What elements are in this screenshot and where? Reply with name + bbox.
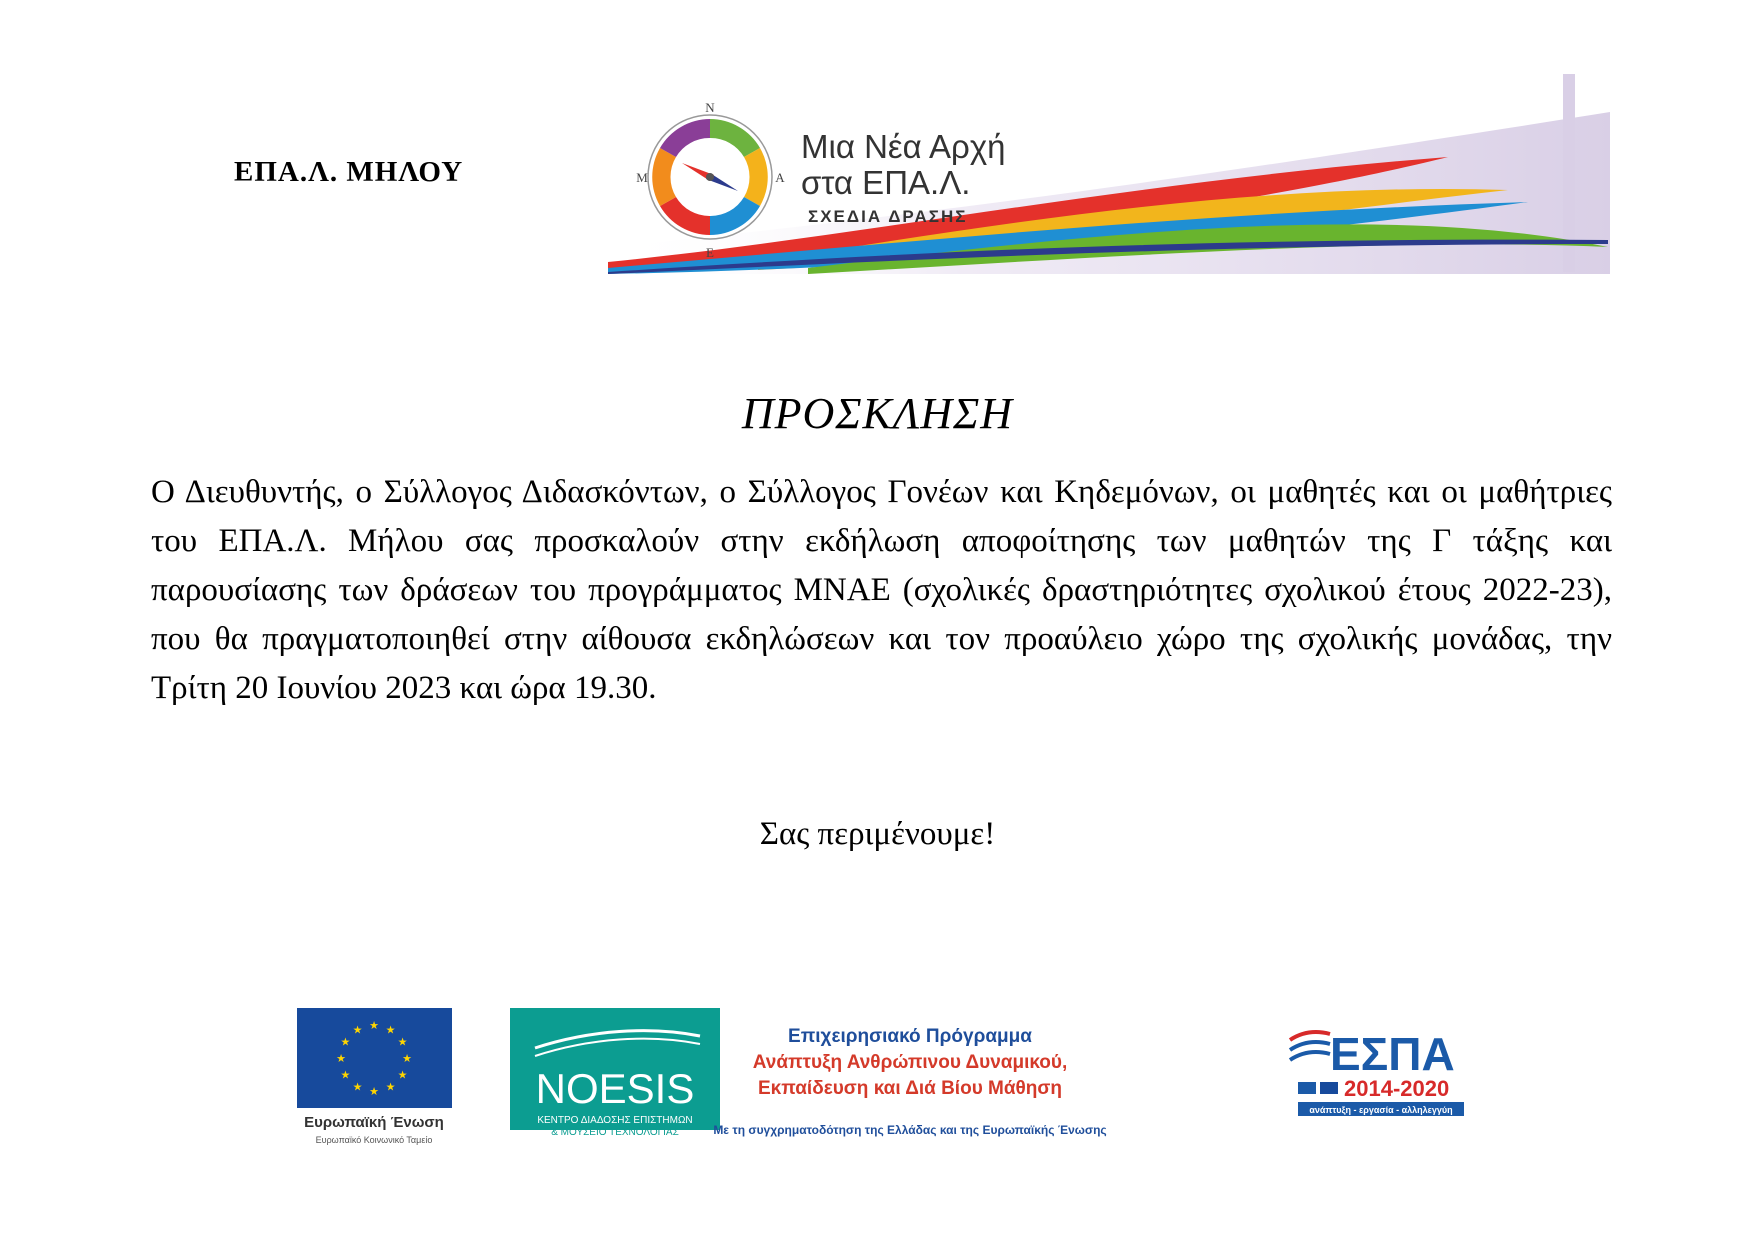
eu-star-icon: ★ [369, 1085, 379, 1098]
espa-logo [1290, 1028, 1464, 1116]
school-name: ΕΠΑ.Λ. ΜΗΛΟΥ [234, 156, 464, 188]
compass-letter-east: Α [775, 170, 785, 185]
eu-star-icon: ★ [352, 1023, 363, 1037]
invitation-title: ΠΡΟΣΚΛΗΣΗ [741, 389, 1014, 438]
espa-name: ΕΣΠΑ [1330, 1028, 1455, 1080]
sponsor-logos [290, 1000, 1520, 1170]
compass-icon [648, 115, 772, 239]
eu-star-icon: ★ [336, 1052, 346, 1065]
eu-star-icon: ★ [340, 1068, 351, 1082]
eu-star-icon: ★ [340, 1035, 351, 1049]
eu-logo [297, 1008, 452, 1145]
noesis-name: NOESIS [535, 1065, 695, 1112]
program-line1: Επιχειρησιακό Πρόγραμμα [788, 1026, 1032, 1047]
greek-flag-icon [1298, 1082, 1316, 1094]
eu-star-icon: ★ [369, 1019, 379, 1032]
eu-star-icon: ★ [385, 1023, 396, 1037]
invitation-body: Ο Διευθυντής, ο Σύλλογος Διδασκόντων, ο Σύλλογος Γονέων και Κηδεμόνων, οι μαθητές και οι μαθήτριες του ΕΠΑ.Λ. Μήλου σας προσκαλούν στην εκδήλωση αποφοίτησης των μαθητών της Γ τάξης και παρουσίασης των δράσεων του προγράμματος ΜΝΑΕ (σχολικές δραστηριότητες σχολικού έτους 2022-23), που θα πραγματοποιηθεί στην αίθουσα εκδηλώσεων και τον προαύλειο χώρο της σχολικής μονάδας, την Τρίτη 20 Ιουνίου 2023 και ώρα 19.30. [151, 474, 1612, 706]
compass-letter-west: Μ [636, 170, 648, 185]
banner-subtitle: ΣΧΕΔΙΑ ΔΡΑΣΗΣ [808, 207, 968, 226]
banner-title-line2: στα ΕΠΑ.Λ. [801, 164, 971, 201]
program-cofinance: Με τη συγχρηματοδότηση της Ελλάδας και της Ευρωπαϊκής Ένωσης [713, 1123, 1107, 1137]
espa-motto: ανάπτυξη - εργασία - αλληλεγγύη [1309, 1105, 1453, 1115]
eu-star-icon: ★ [352, 1080, 363, 1094]
compass-letter-south: Ε [706, 245, 714, 260]
noesis-line2: & ΜΟΥΣΕΙΟ ΤΕΧΝΟΛΟΓΙΑΣ [551, 1127, 679, 1138]
operational-program-logo [713, 1026, 1106, 1137]
closing-line: Σας περιμένουμε! [759, 816, 996, 852]
eu-star-icon: ★ [385, 1080, 396, 1094]
eu-star-icon: ★ [397, 1068, 408, 1082]
eu-flag-icon [1320, 1082, 1338, 1094]
eu-name: Ευρωπαϊκή Ένωση [304, 1114, 444, 1131]
eu-star-icon: ★ [397, 1035, 408, 1049]
eu-fund: Ευρωπαϊκό Κοινωνικό Ταμείο [315, 1135, 433, 1145]
noesis-line1: ΚΕΝΤΡΟ ΔΙΑΔΟΣΗΣ ΕΠΙΣΤΗΜΩΝ [537, 1115, 693, 1126]
compass-letter-north: Ν [705, 100, 715, 115]
banner-title-line1: Μια Νέα Αρχή [801, 128, 1006, 165]
espa-period: 2014-2020 [1344, 1076, 1450, 1101]
program-line3: Εκπαίδευση και Διά Βίου Μάθηση [757, 1078, 1063, 1099]
program-banner-logo [608, 72, 1610, 274]
eu-star-icon: ★ [402, 1052, 412, 1065]
program-line2: Ανάπτυξη Ανθρώπινου Δυναμικού, [752, 1052, 1068, 1073]
noesis-logo [510, 1008, 720, 1138]
